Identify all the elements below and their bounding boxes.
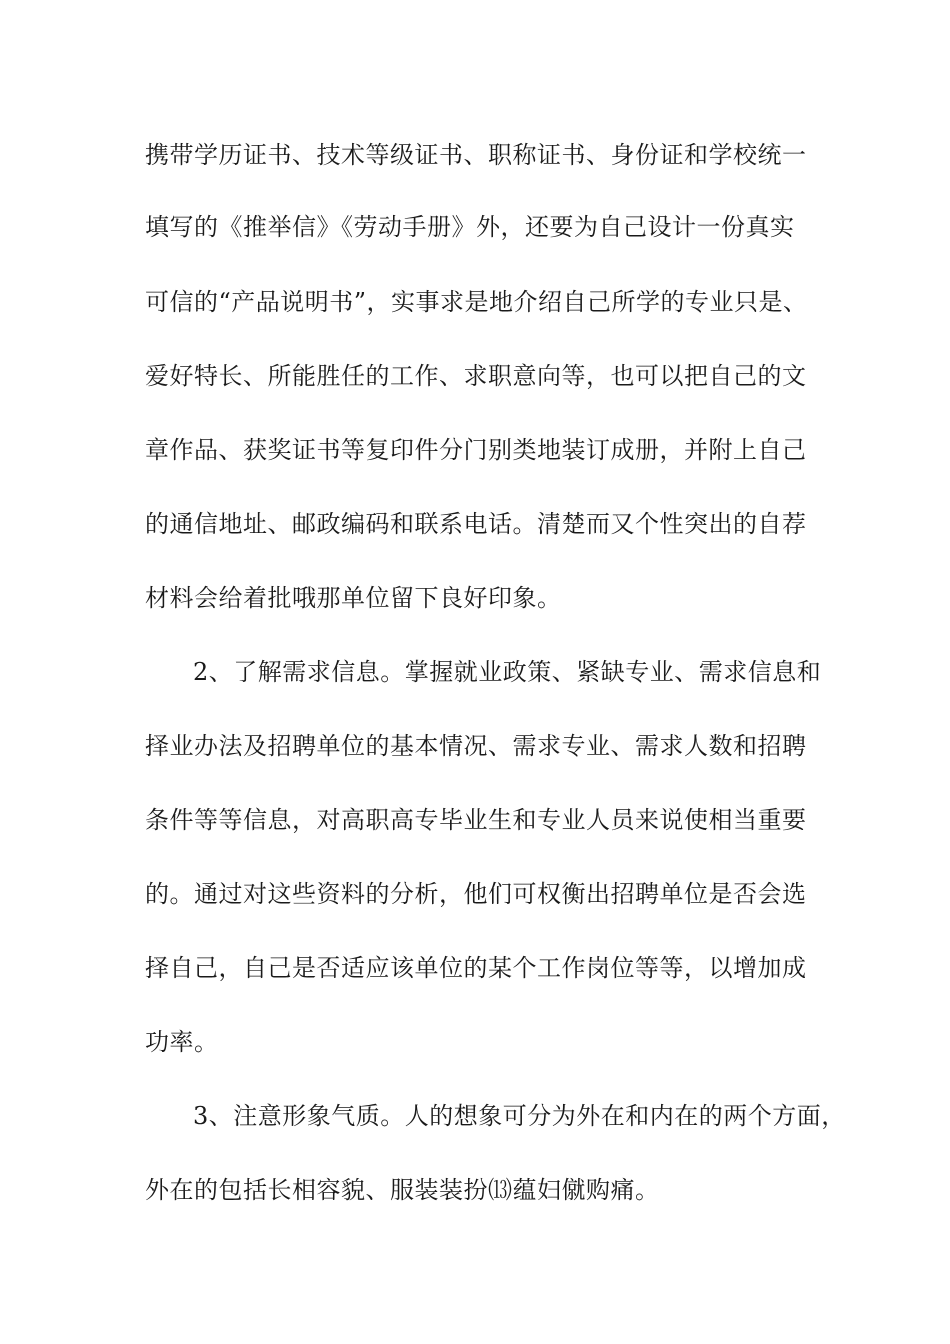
text-line: 的通信地址、邮政编码和联系电话。清楚而又个性突出的自荐 (145, 510, 807, 538)
text-line: 携带学历证书、技术等级证书、职称证书、身份证和学校统一 (145, 141, 807, 169)
text-line: 功率。 (145, 1028, 219, 1056)
text-line: 择业办法及招聘单位的基本情况、需求专业、需求人数和招聘 (145, 732, 807, 760)
text-line: 择自己，自己是否适应该单位的某个工作岗位等等，以增加成 (145, 954, 807, 982)
text-line: 的。通过对这些资料的分析，他们可权衡出招聘单位是否会选 (145, 880, 807, 908)
paragraph-start-line: 2、了解需求信息。掌握就业政策、紧缺专业、需求信息和 (193, 658, 822, 686)
text-line: 材料会给着批哦那单位留下良好印象。 (145, 584, 562, 612)
text-line: 条件等等信息，对高职高专毕业生和专业人员来说使相当重要 (145, 806, 807, 834)
text-line: 外在的包括长相容貌、服装装扮⒀蕴妇僦购痛。 (145, 1176, 660, 1204)
paragraph-start-line: 3、注意形象气质。人的想象可分为外在和内在的两个方面， (193, 1102, 846, 1130)
text-line: 章作品、获奖证书等复印件分门别类地装订成册，并附上自己 (145, 436, 807, 464)
text-line: 可信的“产品说明书”，实事求是地介绍自己所学的专业只是、 (145, 288, 808, 316)
text-line: 爱好特长、所能胜任的工作、求职意向等，也可以把自己的文 (145, 362, 807, 390)
text-line: 填写的《推举信》《劳动手册》外，还要为自己设计一份真实 (145, 213, 795, 241)
